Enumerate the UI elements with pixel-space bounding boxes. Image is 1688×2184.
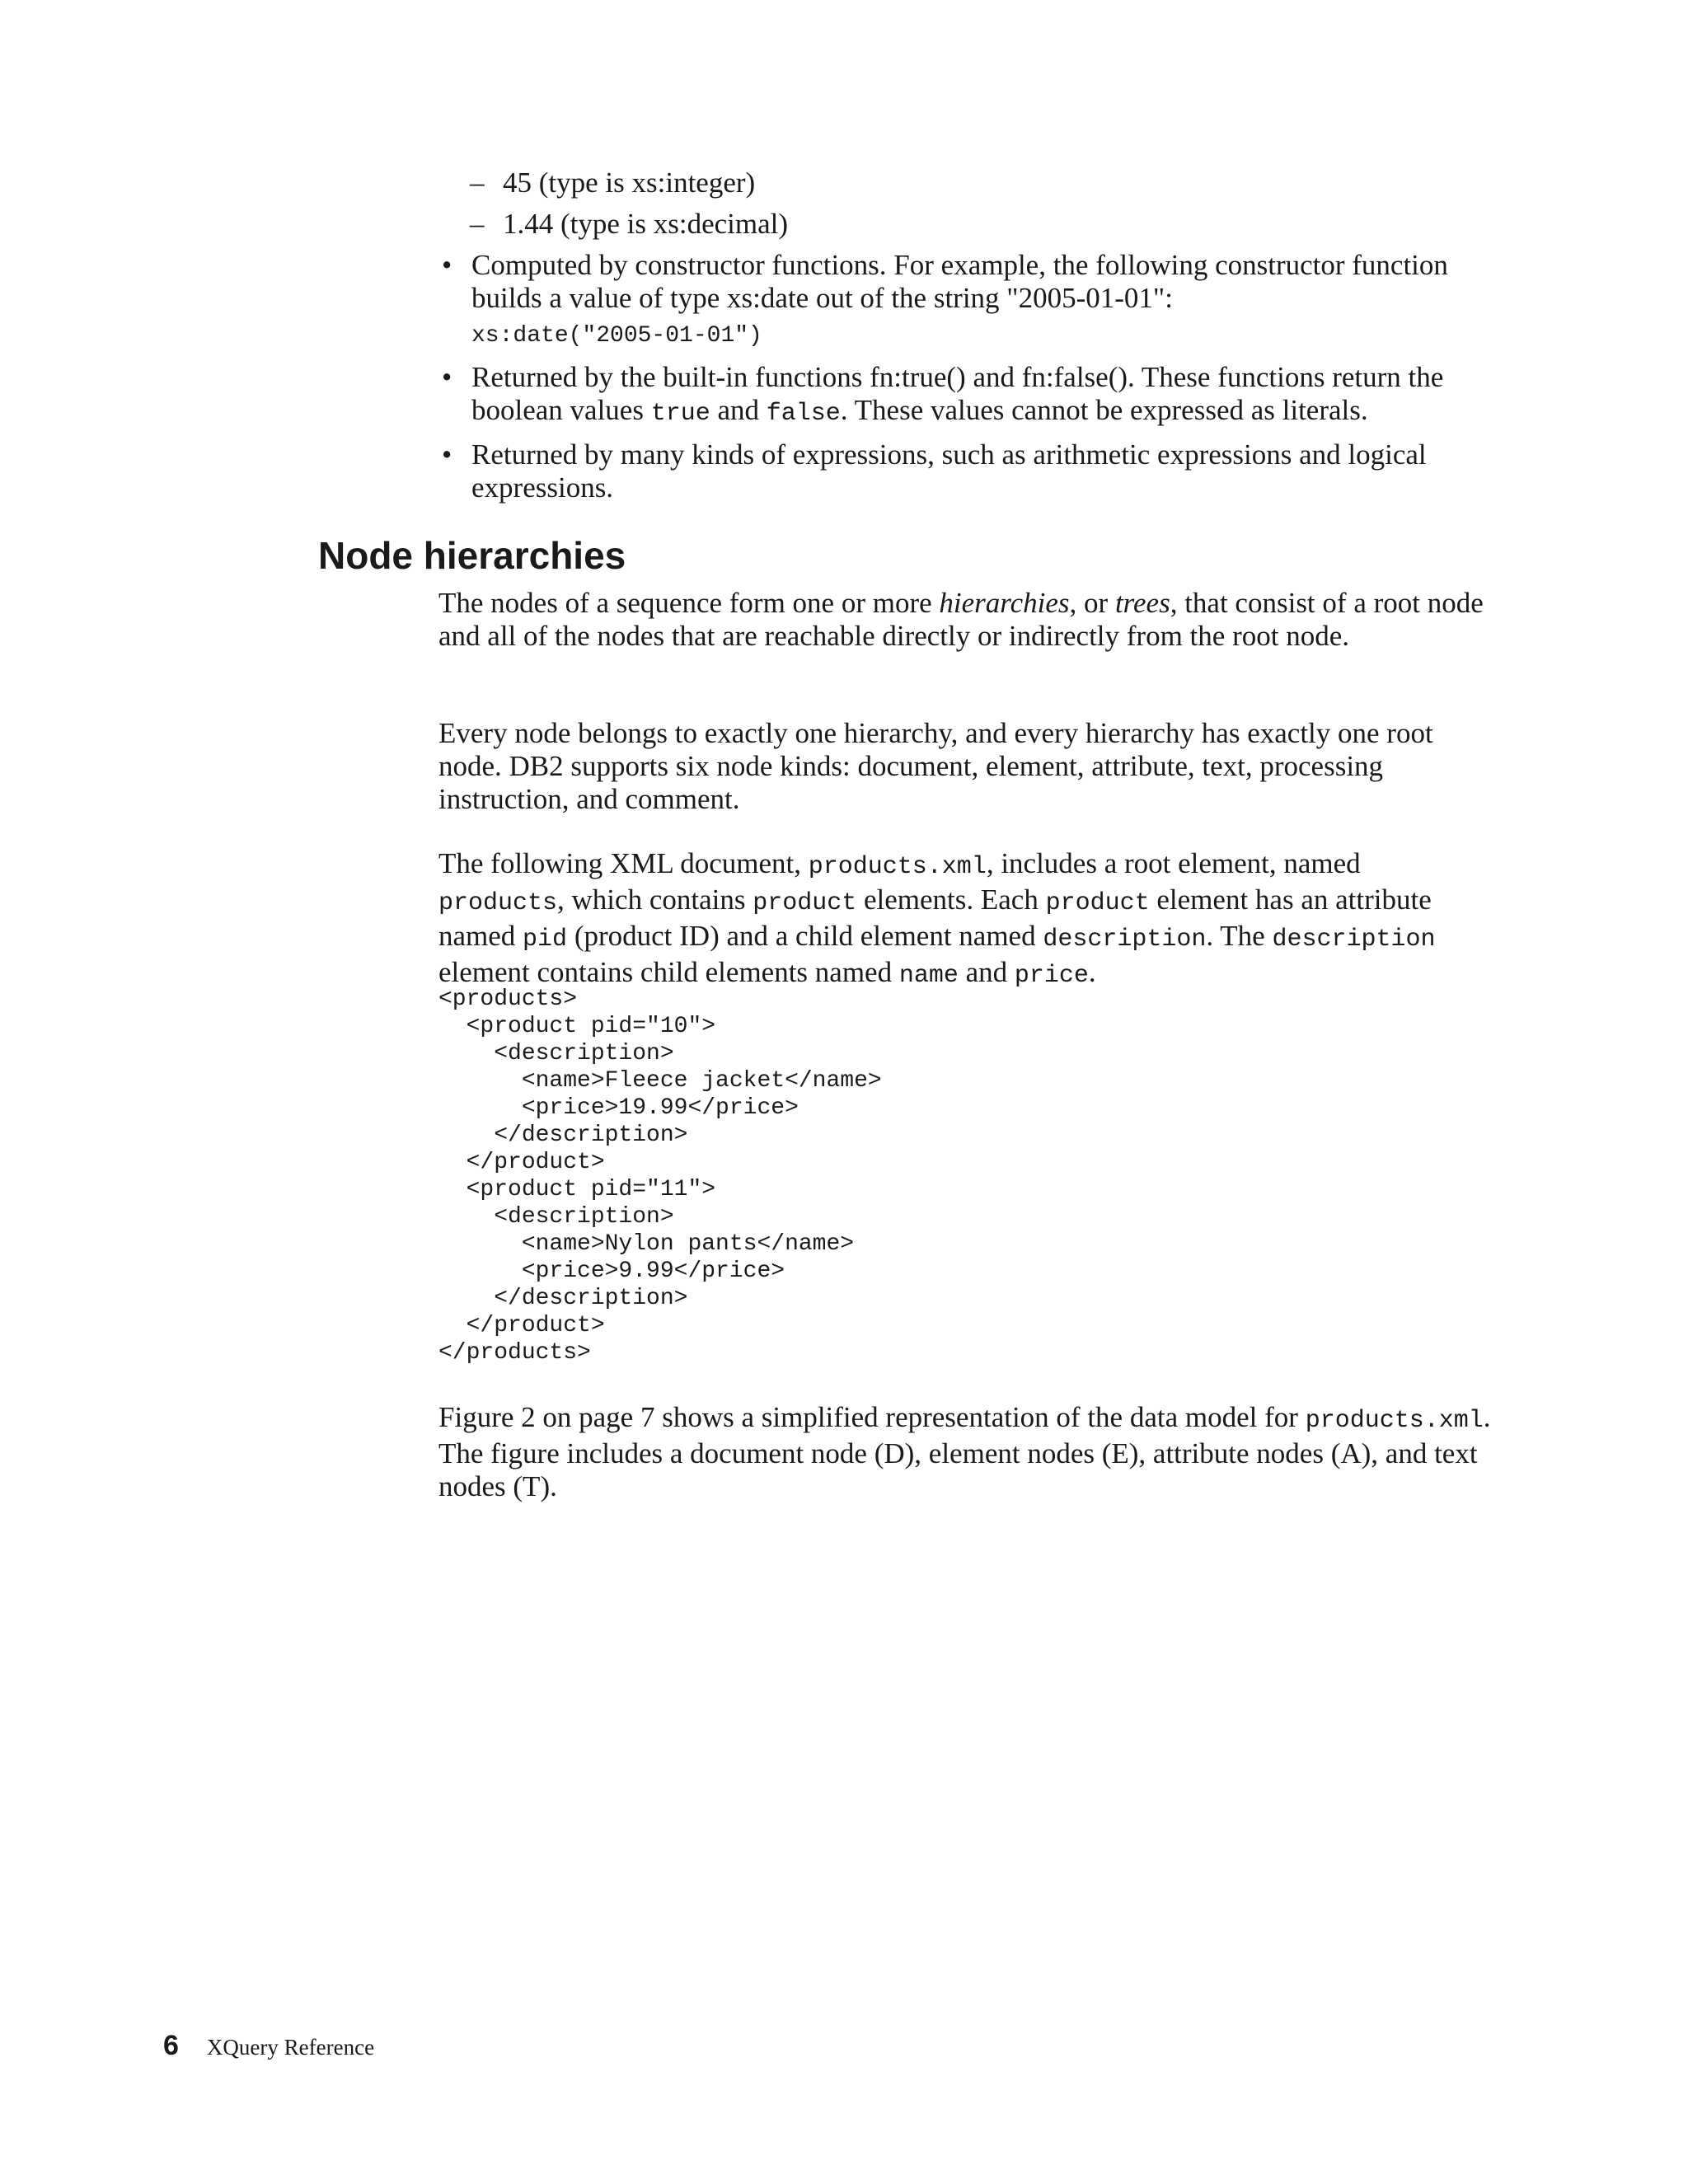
term-trees: trees bbox=[1114, 587, 1170, 619]
paragraph-figure-reference bbox=[438, 1401, 1493, 1503]
text-run: and bbox=[958, 956, 1015, 988]
value-sources-list bbox=[438, 166, 1493, 513]
section-heading: Node hierarchies bbox=[318, 534, 626, 577]
code-element-name: name bbox=[898, 962, 959, 990]
text-run: , or bbox=[1069, 587, 1115, 619]
code-filename: products.xml bbox=[1305, 1407, 1484, 1435]
text-run: elements. Each bbox=[856, 883, 1046, 916]
text-run: The nodes of a sequence form one or more bbox=[438, 587, 940, 619]
code-false: false bbox=[766, 400, 841, 428]
page-number: 6 bbox=[163, 2030, 179, 2061]
literal-example-integer bbox=[438, 166, 1493, 199]
text-run: , includes a root element, named bbox=[986, 847, 1361, 879]
code-element-name: product bbox=[1045, 889, 1150, 917]
bullet-text: Computed by constructor functions. For example, the following constructor function builds a value of type xs:date out of the string "2005-01-01": bbox=[471, 249, 1448, 314]
text-run: The following XML document, bbox=[438, 847, 809, 879]
bullet-text: Returned by many kinds of expressions, such as arithmetic expressions and logical expressions. bbox=[471, 438, 1427, 504]
text-run: Figure 2 on page 7 shows a simplified representation of the data model for bbox=[438, 1401, 1306, 1433]
text-run: (product ID) and a child element named bbox=[567, 920, 1043, 952]
text-run: element has an attribute named bbox=[438, 883, 1432, 952]
literal-example-text: 1.44 (type is xs:decimal) bbox=[503, 208, 789, 240]
code-element-name: description bbox=[1272, 926, 1436, 954]
dash-marker: – bbox=[470, 208, 485, 240]
running-title: XQuery Reference bbox=[206, 2035, 375, 2060]
text-run: Returned by the built-in functions fn:true() and fn:false(). These functions return the boolean values bbox=[471, 361, 1444, 426]
paragraph-node-kinds: Every node belongs to exactly one hierarchy, and every hierarchy has exactly one root node. DB2 supports six node kinds: document, element, attribute, text, processing instruction, and comment. bbox=[438, 717, 1433, 815]
text-run: , that consist of a root node and all of the nodes that are reachable directly or indirectly from the root node. bbox=[438, 587, 1484, 652]
text-run: . bbox=[1088, 956, 1096, 988]
code-element-name: products bbox=[438, 889, 558, 917]
bullet-builtin-functions bbox=[438, 361, 1493, 430]
xml-code-block: <products> <product pid="10"> <description> <name>Fleece jacket</name> <price>19.99</price> </description> </product> <product pid="11"> <description> <name>Nylon pants</name> <price>9.99</price> </description> </product> </products> bbox=[438, 987, 882, 1366]
text-run: . The figure includes a document node (D), element nodes (E), attribute nodes (A), and text nodes (T). bbox=[438, 1401, 1491, 1502]
code-element-name: description bbox=[1043, 926, 1207, 954]
bullet-marker: • bbox=[442, 438, 452, 471]
code-filename: products.xml bbox=[808, 853, 987, 881]
code-true: true bbox=[650, 400, 710, 428]
text-run: . These values cannot be expressed as literals. bbox=[840, 394, 1368, 426]
text-run: , which contains bbox=[557, 883, 753, 916]
text-run: element contains child elements named bbox=[438, 956, 899, 988]
text-run: and bbox=[710, 394, 767, 426]
literal-example-text: 45 (type is xs:integer) bbox=[503, 166, 756, 199]
bullet-text bbox=[471, 361, 1493, 430]
term-hierarchies: hierarchies bbox=[939, 587, 1070, 619]
dash-marker: – bbox=[470, 166, 485, 199]
page-footer bbox=[163, 2029, 374, 2062]
bullet-marker: • bbox=[442, 249, 452, 281]
paragraph-products-document bbox=[438, 847, 1493, 992]
literal-example-decimal bbox=[438, 208, 1493, 241]
text-run: . The bbox=[1206, 920, 1273, 952]
bullet-expressions bbox=[438, 438, 1493, 504]
bullet-constructor-functions bbox=[438, 249, 1493, 353]
bullet-marker: • bbox=[442, 361, 452, 393]
paragraph-hierarchies bbox=[438, 587, 1493, 653]
constructor-code-example: xs:date("2005-01-01") bbox=[471, 323, 762, 349]
code-element-name: product bbox=[753, 889, 857, 917]
code-attribute-name: pid bbox=[523, 926, 568, 954]
code-element-name: price bbox=[1014, 962, 1089, 990]
